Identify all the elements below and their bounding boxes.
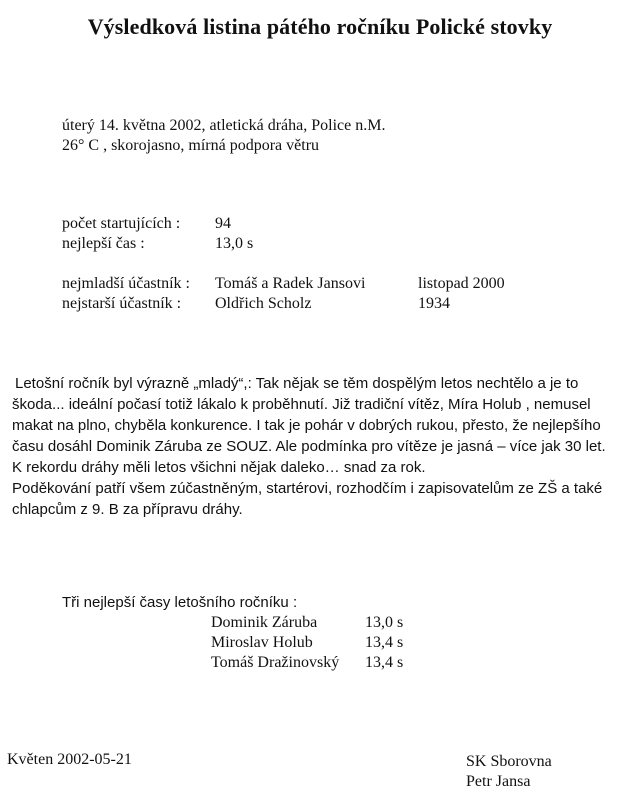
top3-name-3: Tomáš Dražinovský	[211, 654, 340, 671]
top3-time-1: 13,0 s	[365, 614, 404, 631]
paragraph-line: Letošní ročník byl výrazně „mladý“,: Tak nějak se těm dospělým letos nechtělo a je to	[15, 375, 579, 392]
oldest-date: 1934	[418, 295, 450, 312]
top3-name-2: Miroslav Holub	[211, 634, 313, 651]
starters-value: 94	[215, 215, 231, 232]
footer-author: Petr Jansa	[466, 773, 531, 790]
top3-time-2: 13,4 s	[365, 634, 404, 651]
paragraph-line: makat na plno, chyběla konkurence. I tak je pohár v dobrých rukou, přesto, že nejlepšího	[12, 417, 601, 434]
oldest-label: nejstarší účastník :	[62, 295, 182, 312]
footer-org: SK Sborovna	[466, 753, 552, 770]
paragraph-line: Poděkování patří všem zúčastněným, startérovi, rozhodčím i zapisovatelům ze ZŠ a také	[12, 480, 603, 497]
best-time-label: nejlepší čas :	[62, 235, 145, 252]
youngest-name: Tomáš a Radek Jansovi	[215, 275, 366, 292]
event-line-date-place: úterý 14. května 2002, atletická dráha, Police n.M.	[62, 117, 386, 134]
best-time-value: 13,0 s	[215, 235, 254, 252]
top3-name-1: Dominik Záruba	[211, 614, 318, 631]
document-title: Výsledková listina pátého ročníku Polické stovky	[87, 14, 553, 39]
paragraph-line: chlapcům z 9. B za přípravu dráhy.	[12, 501, 243, 518]
paragraph-line: K rekordu dráhy měli letos všichni nějak daleko… snad za rok.	[12, 459, 426, 476]
footer-date: Květen 2002-05-21	[7, 751, 132, 768]
oldest-name: Oldřich Scholz	[215, 295, 312, 312]
youngest-label: nejmladší účastník :	[62, 275, 190, 292]
starters-label: počet startujících :	[62, 215, 181, 232]
top3-heading: Tři nejlepší časy letošního ročníku :	[62, 594, 298, 611]
paragraph-line: škoda... ideální počasí totiž lákalo k proběhnutí. Již tradiční vítěz, Míra Holub , nemusel	[12, 396, 591, 413]
event-line-weather: 26° C , skorojasno, mírná podpora větru	[62, 137, 320, 154]
top3-time-3: 13,4 s	[365, 654, 404, 671]
youngest-date: listopad 2000	[418, 275, 505, 292]
paragraph-line: času dosáhl Dominik Záruba ze SOUZ. Ale podmínka pro vítěze je jasná – více jak 30 let.	[12, 438, 606, 455]
